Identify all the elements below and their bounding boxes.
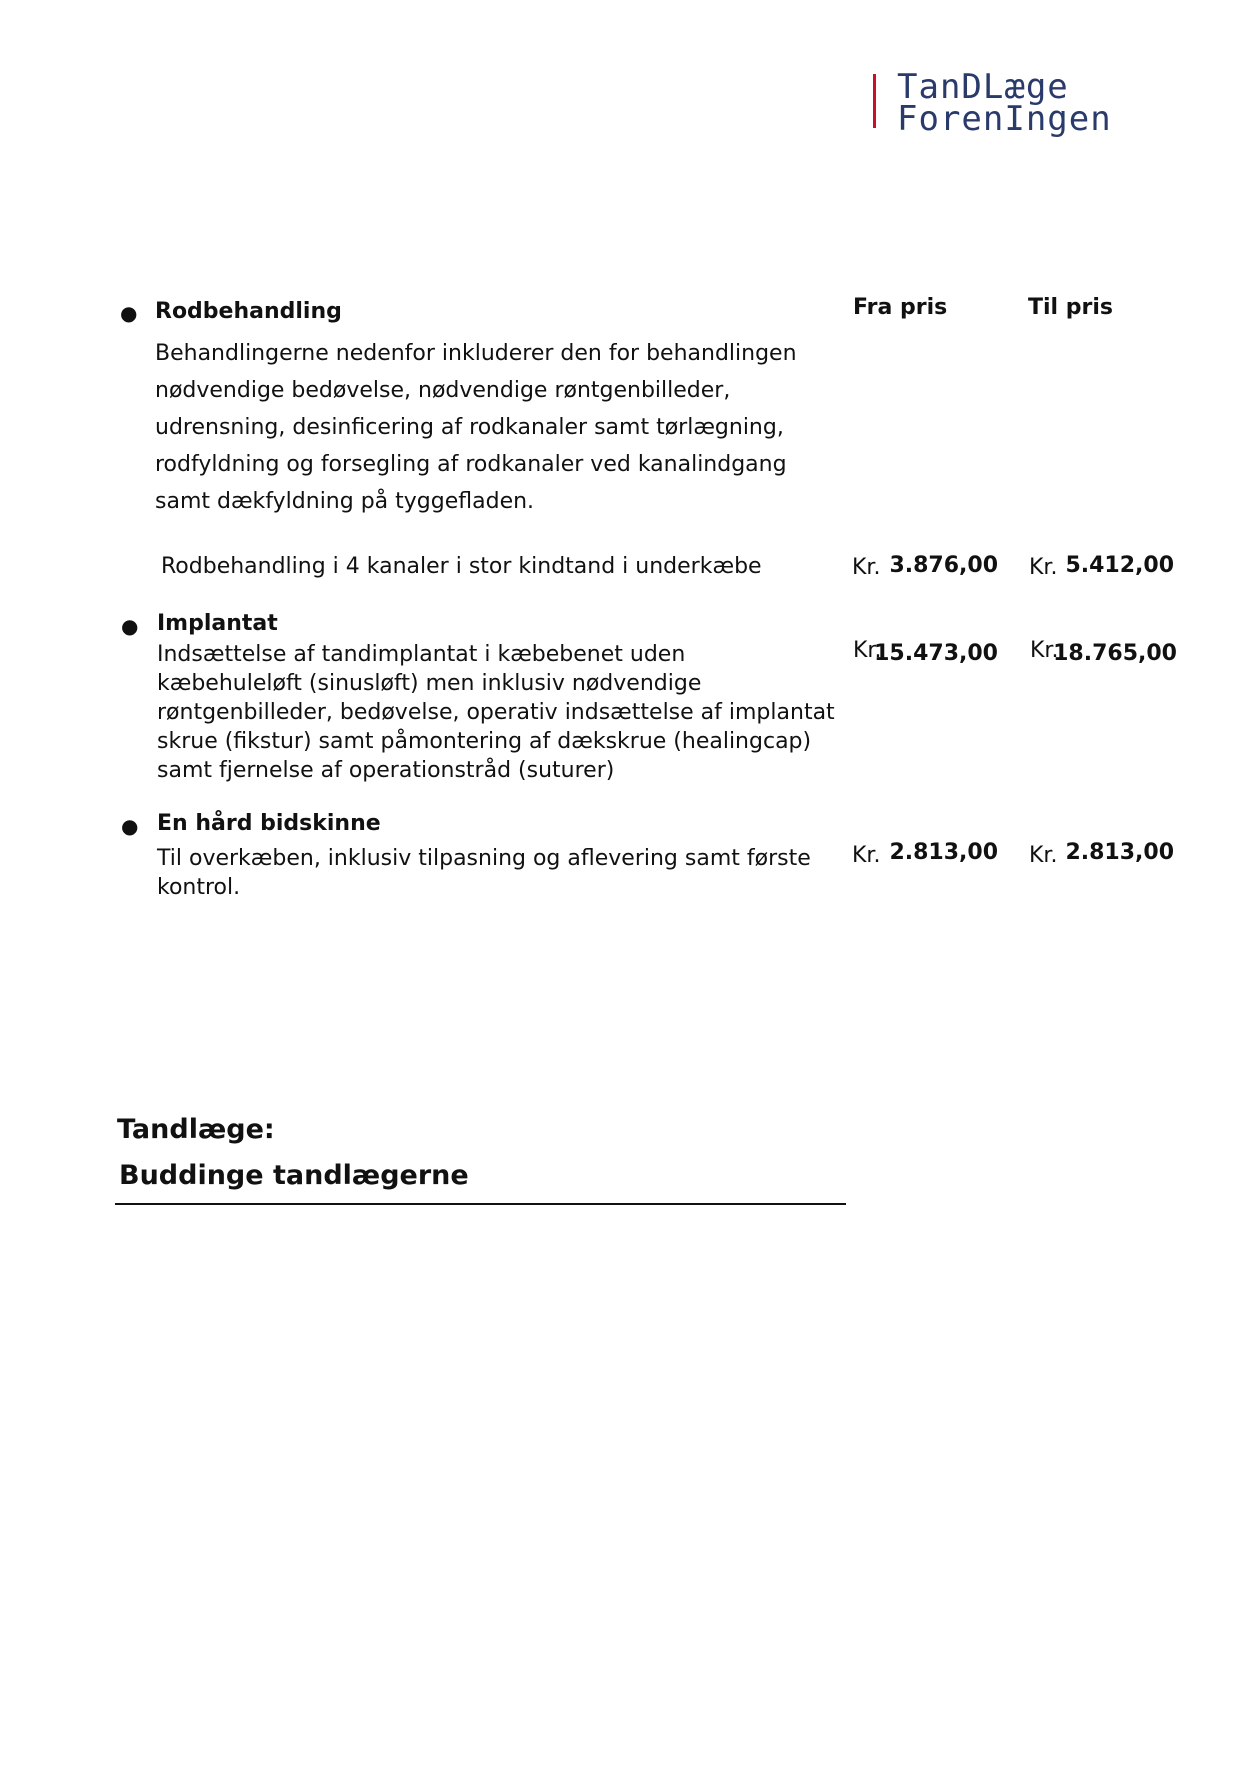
tandlaegeforeningen-logo [873, 67, 1153, 140]
currency-label: Kr. [1029, 555, 1058, 580]
from-price-amount: 2.813,00 [889, 840, 998, 865]
from-price-amount: 3.876,00 [889, 553, 998, 578]
column-header-to-price: Til pris [1028, 295, 1113, 320]
dentist-label: Tandlæge: [117, 1114, 275, 1145]
from-price-amount: 15.473,00 [874, 641, 998, 666]
logo-accent-bar [873, 74, 876, 128]
logo-text-line-2: ForenIngen [897, 99, 1112, 139]
currency-label: Kr. [853, 638, 882, 663]
section-description-implantat: Indsættelse af tandimplantat i kæbebenet uden kæbehuleløft (sinusløft) men inklusiv nødvendige røntgenbilleder, bedøvelse, operativ indsættelse af implantat skrue (fikstur) samt påmontering af dækskrue (healingcap) samt fjernelse af operationstråd (suturer) [157, 642, 835, 783]
currency-label: Kr. [1029, 843, 1058, 868]
to-price-amount: 18.765,00 [1053, 641, 1177, 666]
to-price-amount: 2.813,00 [1065, 840, 1174, 865]
bullet-icon: ● [120, 301, 138, 325]
bullet-icon: ● [121, 614, 139, 638]
dentist-name: Buddinge tandlægerne [119, 1160, 469, 1191]
column-header-from-price: Fra pris [853, 295, 948, 320]
section-title-implantat: Implantat [157, 611, 278, 636]
currency-label: Kr. [1030, 638, 1059, 663]
logo-text-line-1: TanDLæge [897, 67, 1069, 107]
bullet-icon: ● [121, 814, 139, 838]
currency-label: Kr. [852, 843, 881, 868]
section-description-rodbehandling: Behandlingerne nedenfor inkluderer den for behandlingen nødvendige bedøvelse, nødvendige røntgenbilleder, udrensning, desinficering af rodkanaler samt tørlægning, rodfyldning og forsegling af rodkanaler ved kanalindgang samt dækfyldning på tyggefladen. [155, 341, 797, 514]
section-title-rodbehandling: Rodbehandling [155, 299, 342, 324]
line-item-rodbehandling-4-kanaler: Rodbehandling i 4 kanaler i stor kindtand i underkæbe [161, 554, 762, 579]
to-price-amount: 5.412,00 [1065, 553, 1174, 578]
section-title-bidskinne: En hård bidskinne [157, 811, 381, 836]
signature-divider [115, 1203, 846, 1205]
section-description-bidskinne: Til overkæben, inklusiv tilpasning og aflevering samt første kontrol. [157, 846, 811, 900]
currency-label: Kr. [852, 555, 881, 580]
